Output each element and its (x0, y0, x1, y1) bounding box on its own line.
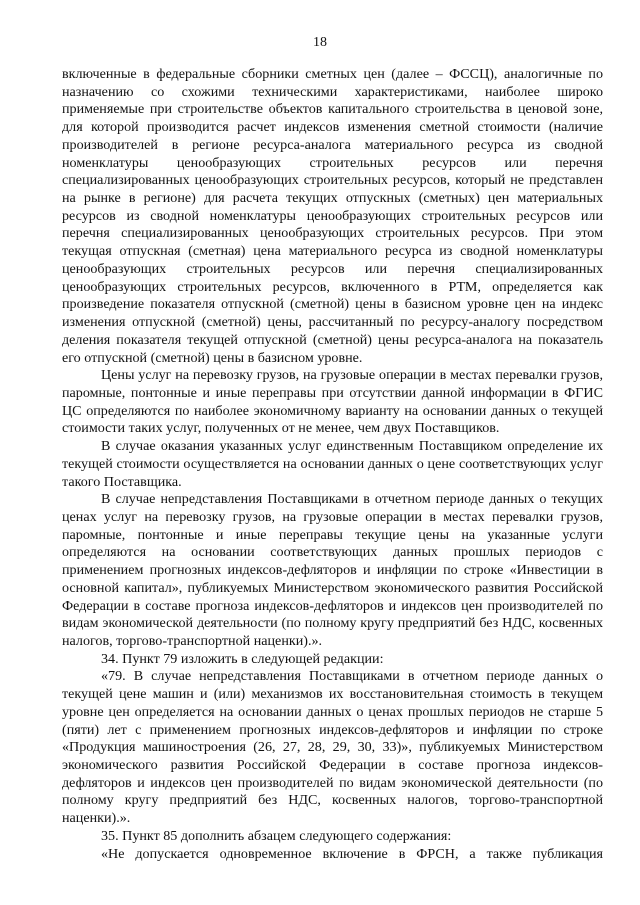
paragraph-transport-services: Цены услуг на перевозку грузов, на грузовые операции в местах перевалки грузов, паромные, понтонные и иные переправы при отсутствии данной информации в ФГИС ЦС определяются по наиболее экономичному варианту на основании данных о текущей стоимости таких услуг, полученных от не менее, чем двух Поставщиков. (62, 367, 603, 437)
document-body (62, 66, 603, 863)
paragraph-single-supplier: В случае оказания указанных услуг единственным Поставщиком определение их текущей стоимости осуществляется на основании данных о цене соответствующих услуг такого Поставщика. (62, 438, 603, 490)
paragraph-clause-79: «79. В случае непредставления Поставщиками в отчетном периоде данных о текущей цене машин и (или) механизмов их восстановительная стоимость в текущем уровне цен определяется на основании данных о ценах прошлых периодов не старше 5 (пяти) лет с применением прогнозных индексов-дефляторов и инфляции по строке «Продукция машиностроения (26, 27, 28, 29, 30, 33)», публикуемых Министерством экономического развития Российской Федерации в составе прогноза индексов-дефляторов и индексов цен производителей по видам экономической деятельности (по полному кругу предприятий без НДС, косвенных налогов, торгово-транспортной наценки).». (62, 668, 603, 827)
page-number: 18 (313, 35, 327, 50)
paragraph-continuation: включенные в федеральные сборники сметных цен (далее – ФССЦ), аналогичные по назначению со схожими техническими характеристиками, наиболее широко применяемые при строительстве объектов капитального строительства в ценовой зоне, для которой производится расчет индексов изменения сметной стоимости (наличие производителей в регионе ресурса-аналога материального ресурса из сводной номенклатуры ценообразующих строительных ресурсов или перечня специализированных ценообразующих строительных ресурсов, который не представлен на рынке в регионе) для расчета текущих отпускных (сметных) цен материальных ресурсов из сводной номенклатуры ценообразующих строительных ресурсов или перечня специализированных ценообразующих строительных ресурсов. При этом текущая отпускная (сметная) цена материального ресурса из сводной номенклатуры ценообразующих строительных ресурсов или перечня специализированных ценообразующих строительных ресурсов, включенного в РТМ, определяется как произведение показателя отпускной (сметной) цены в базисном уровне цен на индекс изменения отпускной (сметной) цены, рассчитанный по ресурсу-аналогу посредством деления показателя текущей отпускной (сметной) цены ресурса-аналога на показатель его отпускной (сметной) цены в базисном уровне. (62, 66, 603, 366)
paragraph-clause-34: 34. Пункт 79 изложить в следующей редакции: (101, 650, 384, 667)
paragraph-clause-35: 35. Пункт 85 дополнить абзацем следующего содержания: (101, 827, 452, 844)
paragraph-non-submission: В случае непредставления Поставщиками в отчетном периоде данных о текущих ценах услуг на перевозку грузов, на грузовые операции в местах перевалки грузов, паромные, понтонные и иные переправы текущие цены на указанные услуги определяются на основании соответствующих данных прошлых периодов с применением прогнозных индексов-дефляторов и инфляции по строке «Инвестиции в основной капитал», публикуемых Министерством экономического развития Российской Федерации в составе прогноза индексов-дефляторов и индексов цен производителей по видам экономической деятельности (по полному кругу предприятий без НДС, косвенных налогов, торгово-транспортной наценки).». (62, 491, 603, 649)
paragraph-new-abzats: «Не допускается одновременное включение в ФРСН, а также публикация (101, 845, 603, 862)
